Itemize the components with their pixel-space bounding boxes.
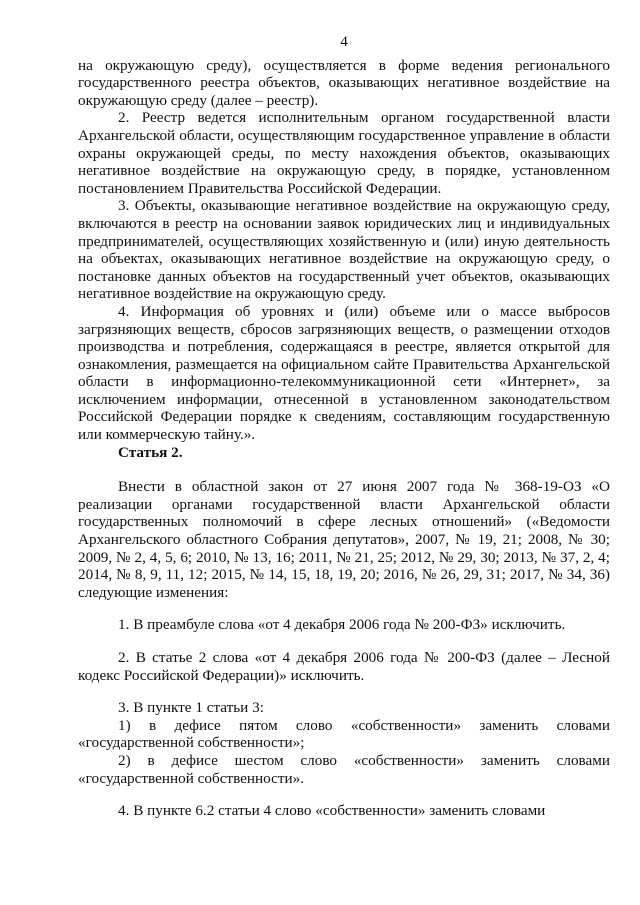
article-heading: Статья 2. bbox=[118, 443, 183, 461]
paragraph-item-2: 2. Реестр ведется исполнительным органом государственной власти Архангельской области, осуществляющим государственное управление в области охраны окружающей среды, по месту нахождения объектов, оказывающих негативное воздействие на окружающую среду, в порядке, установленном постановлением Правительства Российской Федерации. bbox=[78, 109, 610, 197]
document-page bbox=[78, 33, 610, 820]
amendment-item-3-intro: 3. В пункте 1 статьи 3: bbox=[118, 699, 264, 717]
amendment-item-2: 2. В статье 2 слова «от 4 декабря 2006 года № 200-ФЗ (далее – Лесной кодекс Российской Федерации)» исключить. bbox=[78, 649, 610, 684]
paragraph-item-3: 3. Объекты, оказывающие негативное воздействие на окружающую среду, включаются в реестр на основании заявок юридических лиц и индивидуальных предпринимателей, осуществляющих хозяйственную и (или) иную деятельность на объектах, оказывающих негативное воздействие на окружающую среду, о постановке данных объектов на государственный учет объектов, оказывающих негативное воздействие на окружающую среду. bbox=[78, 197, 610, 303]
paragraph-continuation: на окружающую среду), осуществляется в форме ведения регионального государственного реестра объектов, оказывающих негативное воздействие на окружающую среду (далее – реестр). bbox=[78, 56, 610, 109]
article-intro: Внести в областной закон от 27 июня 2007 года № 368-19-ОЗ «О реализации органами государственной власти Архангельской области государственных полномочий в сфере лесных отношений» («Ведомости Архангельского областного Собрания депутатов», 2007, № 19, 21; 2008, № 30; 2009, № 2, 4, 5, 6; 2010, № 13, 16; 2011, № 21, 25; 2012, № 29, 30; 2013, № 37, 2, 4; 2014, № 8, 9, 11, 12; 2015, № 14, 15, 18, 19, 20; 2016, № 26, 29, 31; 2017, № 34, 36) следующие изменения: bbox=[78, 478, 610, 601]
page-number: 4 bbox=[340, 33, 348, 50]
amendment-item-3-sub-1: 1) в дефисе пятом слово «собственности» заменить словами «государственной собственности»; bbox=[78, 716, 610, 752]
amendment-item-1: 1. В преамбуле слова «от 4 декабря 2006 года № 200-ФЗ» исключить. bbox=[118, 616, 566, 634]
paragraph-item-4: 4. Информация об уровнях и (или) объеме или о массе выбросов загрязняющих веществ, сбросов загрязняющих веществ, о размещении отходов производства и потребления, содержащаяся в реестре, является открытой для ознакомления, размещается на официальном сайте Правительства Архангельской области в информационно-телекоммуникационной сети «Интернет», за исключением информации, отнесенной в установленном законодательством Российской Федерации порядке к сведениям, составляющим государственную или коммерческую тайну.». bbox=[78, 302, 610, 444]
amendment-item-4: 4. В пункте 6.2 статьи 4 слово «собственности» заменить словами bbox=[118, 802, 546, 820]
amendment-item-3-sub-2: 2) в дефисе шестом слово «собственности» заменить словами «государственной собственности». bbox=[78, 751, 610, 787]
